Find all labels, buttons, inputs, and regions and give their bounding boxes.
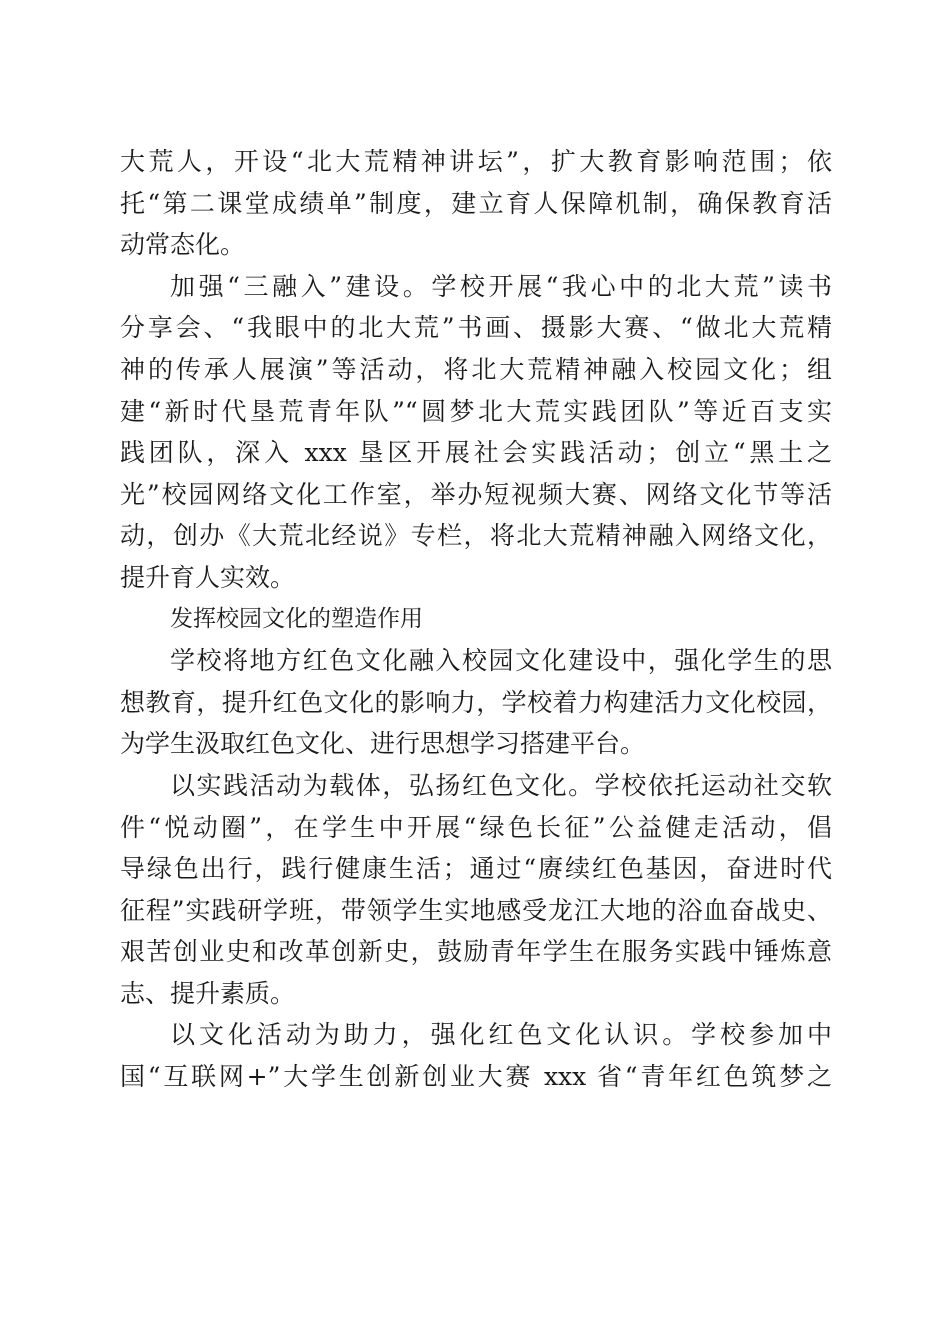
text-line: 动，创办《大荒北经说》专栏，将北大荒精神融入网络文化， [120,521,832,551]
text-line: 件“悦动圈”，在学生中开展“绿色长征”公益健走活动，倡 [120,812,832,842]
text-line: 分享会、“我眼中的北大荒”书画、摄影大赛、“做北大荒精 [120,313,832,343]
text-line: 加强“三融入”建设。学校开展“我心中的北大荒”读书 [170,271,832,301]
text-line: 征程”实践研学班，带领学生实地感受龙江大地的浴血奋战史、 [120,895,832,925]
text-line: 国“互联网+”大学生创新创业大赛 xxx 省“青年红色筑梦之 [120,1062,832,1092]
text-line: 大荒人，开设“北大荒精神讲坛”，扩大教育影响范围；依 [120,147,832,176]
section-heading [120,599,832,641]
text-line: 神的传承人展演”等活动，将北大荒精神融入校园文化；组 [120,354,832,384]
text-line: 以实践活动为载体，弘扬红色文化。学校依托运动社交软 [170,770,832,800]
text-line: 提升育人实效。 [120,562,296,592]
text-line: 动常态化。 [120,230,246,260]
text-line: 光”校园网络文化工作室，举办短视频大赛、网络文化节等活 [120,479,832,509]
heading-text: 发挥校园文化的塑造作用 [170,605,423,632]
text-line: 为学生汲取红色文化、进行思想学习搭建平台。 [120,729,646,759]
text-line: 践团队，深入 xxx 垦区开展社会实践活动；创立“黑土之 [120,438,832,468]
text-line: 想教育，提升红色文化的影响力，学校着力构建活力文化校园， [120,687,832,717]
paragraph [120,765,832,1015]
document-body [120,141,832,1098]
paragraph [120,640,832,765]
text-line: 学校将地方红色文化融入校园文化建设中，强化学生的思 [170,646,832,676]
text-line: 以文化活动为助力，强化红色文化认识。学校参加中 [170,1020,832,1050]
paragraph [120,1014,832,1097]
text-line: 艰苦创业史和改革创新史，鼓励青年学生在服务实践中锤炼意 [120,937,832,967]
text-line: 导绿色出行，践行健康生活；通过“赓续红色基因，奋进时代 [120,854,832,884]
paragraph [120,141,832,266]
text-line: 建“新时代垦荒青年队”“圆梦北大荒实践团队”等近百支实 [120,396,832,426]
text-line: 托“第二课堂成绩单”制度，建立育人保障机制，确保教育活 [120,188,832,218]
text-line: 志、提升素质。 [120,978,296,1008]
paragraph [120,266,832,599]
